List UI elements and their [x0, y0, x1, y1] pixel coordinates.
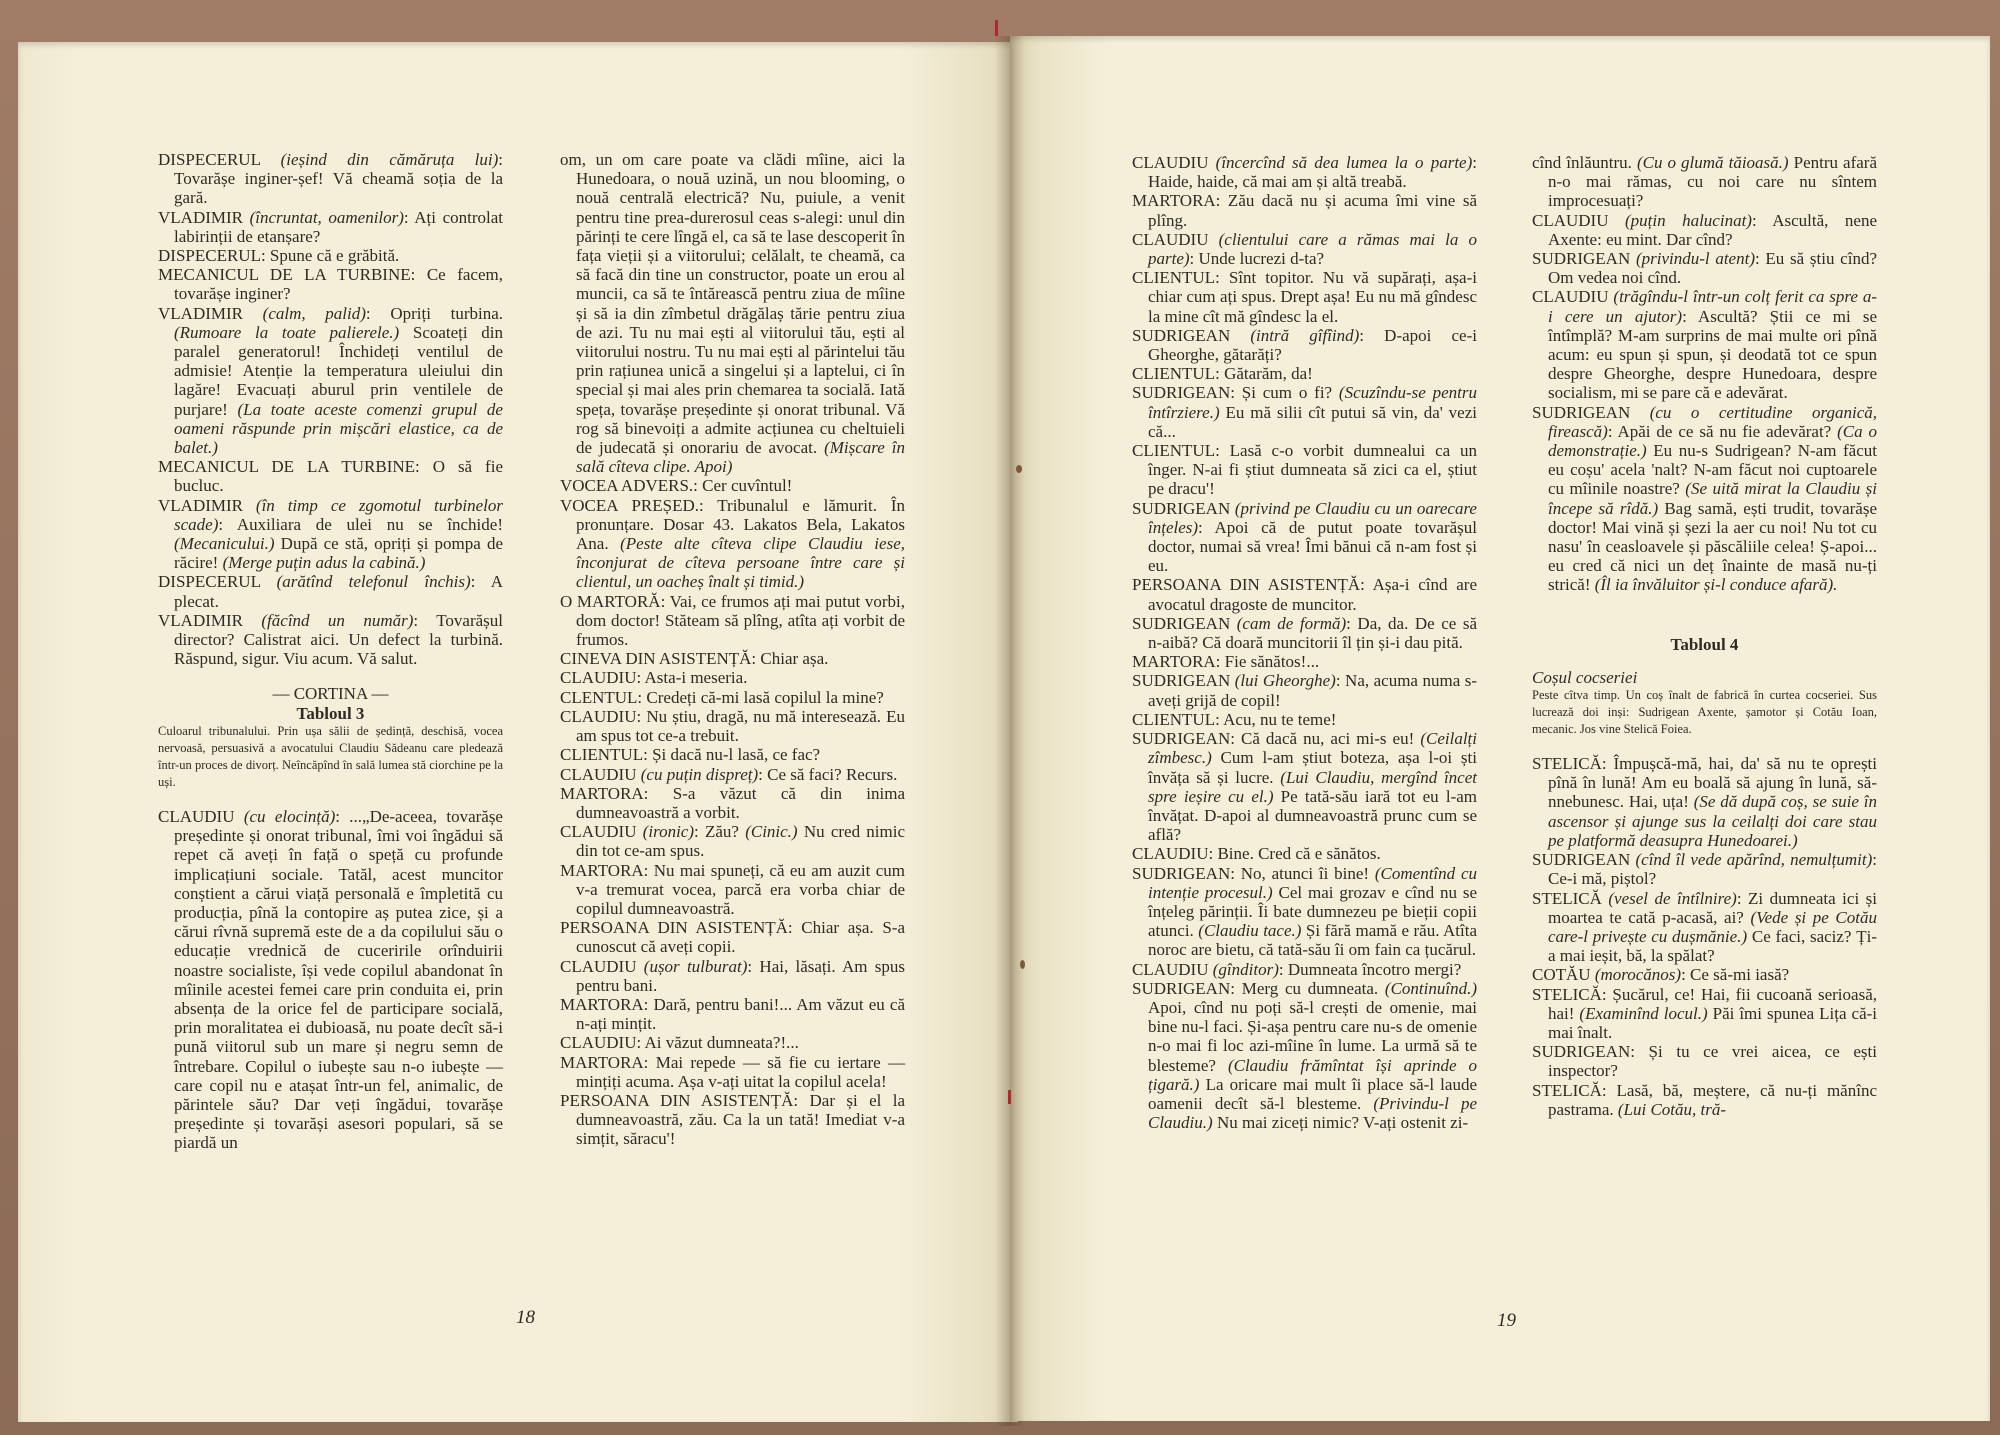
dialogue-line: SUDRIGEAN: Că dacă nu, aci mi-s eu! (Ceilalți zîmbesc.) Cum l-am știut boteza, așa l-oi ști învăța să și lucre. (Lui Claudiu, mergînd încet spre ieșire cu el.) Pe tată-său iară tot eu l-am învățat. D-apoi al dumneavoastră prunc cum se află?	[1132, 729, 1477, 845]
dialogue-line: VOCEA PREȘED.: Tribunalul e lămurit. În pronunțare. Dosar 43. Lakatos Bela, Lakatos Ana. (Peste alte cîteva clipe Claudiu iese, înconjurat de cîteva persoane între care și clientul, un oacheș înalt și timid.)	[560, 495, 905, 592]
dialogue-line: CLIENTUL: Acu, nu te teme!	[1132, 709, 1337, 729]
dialogue-line: SUDRIGEAN: Și tu ce vrei aicea, ce ești inspector?	[1532, 1042, 1877, 1081]
dialogue-line: CLAUDIU: Bine. Cred că e sănătos.	[1132, 844, 1381, 864]
dialogue-line: SUDRIGEAN (cam de formă): Da, da. De ce să n-aibă? Că doară muncitorii îl țin și-i dau pită.	[1132, 613, 1477, 653]
dialogue-line: SUDRIGEAN (privind pe Claudiu cu un oarecare înțeles): Apoi că de putut poate tovarășul doctor, numai să vrea! Îmi bănui că n-am fost și eu.	[1132, 498, 1477, 576]
scene-title: Coșul cocseriei	[1532, 667, 1638, 687]
dialogue-line: CLAUDIU: Nu știu, dragă, nu mă interesează. Eu am spus tot ce-a trebuit.	[560, 706, 905, 746]
dialogue-line: MARTORA: Dară, pentru bani!... Am văzut eu că n-ați mințit.	[560, 994, 905, 1034]
dialogue-line: CLAUDIU (cu puțin dispreț): Ce să faci? Recurs.	[560, 764, 898, 784]
stage-setting: Culoarul tribunalului. Prin ușa sălii de ședință, deschisă, vocea nervoasă, persuasivă a avocatului Claudiu Sădeanu care pledează într-un proces de divorț. Neîncăpînd în sală lumea stă ciorchine pe la uși.	[158, 723, 503, 789]
dialogue-line: SUDRIGEAN: Merg cu dumneata. (Continuînd.) Apoi, cînd nu poți să-l crești de omenie, mai bine nu-l faci. Și-așa pentru care nu-s de omenie n-o mai fi loc azi-mîine în lume. La urmă să te blesteme? (Claudiu frămîntat își aprinde o țigară.) La oricare mai mult îi place să-l laude oamenii decît să-l blesteme. (Privindu-l pe Claudiu.) Nu mai ziceți nimic? V-ați ostenit zi-	[1132, 978, 1478, 1133]
stage-setting: Peste cîtva timp. Un coș înalt de fabrică în curtea cocseriei. Sus lucrează doi inși: Sudrigean Axente, șamotor și Cotău Ioan, mecanic. Jos vine Stelică Foiea.	[1532, 688, 1877, 737]
dialogue-line: CLAUDIU (clientului care a rămas mai la o parte): Unde lucrezi d-ta?	[1132, 229, 1477, 269]
dialogue-line: CLAUDIU (gînditor): Dumneata încotro mergi?	[1132, 959, 1462, 979]
dialogue-line: CLENTUL: Credeți că-mi lasă copilul la mine?	[560, 687, 884, 707]
page-number: 19	[1497, 1310, 1516, 1331]
dialogue-line: MARTORA: Zău dacă nu și acuma îmi vine să plîng.	[1132, 191, 1477, 230]
dialogue-line: CINEVA DIN ASISTENȚĂ: Chiar așa.	[560, 649, 829, 669]
dialogue-line: PERSOANA DIN ASISTENȚĂ: Dar și el la dumneavoastră, zău. Ca la un tată! Imediat v-a simțit, săracu'!	[560, 1090, 905, 1149]
dialogue-block	[1532, 754, 1877, 1119]
book-spine	[995, 36, 1025, 1426]
dialogue-line: CLAUDIU (cu elocință): ...„De-aceea, tovarășe președinte și onorat tribunal, îmi voi îngădui să repet că aveți în față o speță cu profunde implicațiuni sociale. Tatăl, acest muncitor conștient a cărui viață personală e împletită cu producția, pînă la contopire aș putea zice, și a cărui rîvnă supremă este de a da copilului său o educație vrednică de cuceririle orînduirii noastre socialiste, își vede copilul abandonat în mîinile acestei femei care prin conduita ei, prin absența de la orice fel de participare socială, prin moralitatea ei dubioasă, nu poate decît să-i pună viitorul sub un mare și negru semn de întrebare. Copilul o iubește sau n-o iubește — care copil nu e atașat într-un fel, animalic, de părintele său? Dar veți îngădui, tovarășe președinte și tovarăși asesori populari, să se piardă un	[158, 806, 503, 1153]
column-2	[560, 150, 905, 1149]
dialogue-line: SUDRIGEAN (cu o certitudine organică, firească): Apăi de ce să nu fie adevărat? (Ca o demonstrație.) Eu nu-s Sudrigean? N-am făcut eu coșu' acela 'nalt? N-am făcut noi cuptoarele cu mîinile noastre? (Se uită mirat la Claudiu și începe să rîdă.) Bag samă, ești trudit, tovarășe doctor! Mai vină și șezi la aer cu noi! Nu tot cu nasu' în ceasloavele și păscăliile celea! Ș-apoi... eu cred că nici un deț înainte de masă nu-ți strică! (Îl ia învăluitor și-l conduce afară).	[1532, 402, 1878, 595]
dialogue-line: DISPECERUL: Spune că e grăbită.	[158, 246, 400, 266]
dialogue-block	[158, 150, 503, 668]
dialogue-line: CLAUDIU (ironic): Zău? (Cinic.) Nu cred nimic din tot ce-am spus.	[560, 822, 906, 861]
dialogue-line: VLADIMIR (în timp ce zgomotul turbinelor scade): Auxiliara de ulei nu se închide! (Mecanicului.) După ce stă, opriți și pompa de răcire! (Merge puțin adus la cabină.)	[158, 495, 504, 573]
dialogue-line: STELICĂ (vesel de întîlnire): Zi dumneata ici și moartea te cată p-acasă, ai? (Vede și pe Cotău care-l privește cu dușmănie.) Ce faci, saciz? Ți-a mai ieșit, bă, la spălat?	[1532, 888, 1877, 966]
dialogue-line: MARTORA: Mai repede — să fie cu iertare — mințiți acuma. Așa v-ați uitat la copilul acela!	[560, 1052, 905, 1091]
dialogue-line: SUDRIGEAN (lui Gheorghe): Na, acuma numa s-aveți grijă de copil!	[1132, 671, 1478, 710]
dialogue-line: VLADIMIR (încruntat, oamenilor): Ați controlat labirinții de etanșare?	[158, 207, 503, 246]
dialogue-line: SUDRIGEAN (cînd îl vede apărînd, nemulțumit): Ce-i mă, piștol?	[1532, 850, 1877, 889]
dialogue-line: SUDRIGEAN: No, atunci îi bine! (Comentînd cu intenție procesul.) Cel mai grozav e cînd nu se înțeleg părinții. Îi bate dumnezeu pe bieții copii atunci. (Claudiu tace.) Și fără mamă e rău. Atîta noroc are bietu, că tată-său îi om fain ca țucărul.	[1132, 863, 1478, 960]
dialogue-line: SUDRIGEAN (intră gîfîind): D-apoi ce-i Gheorghe, gătarăți?	[1132, 325, 1477, 365]
binding-thread	[1008, 1090, 1011, 1104]
dialogue-line: CLAUDIU: Asta-i meseria.	[560, 668, 748, 688]
curtain-text: — CORTINA —	[272, 684, 389, 704]
dialogue-line: CLIENTUL: Sînt topitor. Nu vă supărați, așa-i chiar cum ați spus. Drept așa! Eu nu mă gîndesc la mine cît mă gîndesc la el.	[1132, 268, 1477, 326]
dialogue-line: DISPECERUL (ieșind din cămăruța lui): Tovarășe inginer-șef! Vă cheamă soția de la gară.	[158, 150, 503, 208]
dialogue-line: SUDRIGEAN: Și cum o fi? (Scuzîndu-se pentru întîrziere.) Eu mă silii cît putui să vin, da' vezi că...	[1132, 383, 1477, 441]
dialogue-line: CLIENTUL: Și dacă nu-l lasă, ce fac?	[560, 745, 821, 765]
dialogue-line: STELICĂ: Împușcă-mă, hai, da' să nu te oprești pînă în lună! Am eu boală să ajung în lună, să-nnebunesc. Hai, uța! (Se dă după coș, se suie în ascensor și ajunge sus la ceilalți doi care stau pe platformă deasupra Hunedoarei.)	[1532, 754, 1877, 850]
binding-mark	[1016, 465, 1022, 473]
column-4	[1532, 153, 1877, 1119]
dialogue-line: om, un om care poate va clădi mîine, aici la Hunedoara, o nouă uzină, un nou blooming, o nouă centrală electrică? Nu, puiule, a venit pentru tine prea-durerosul ceas s-alegi: unul din părinți te cere lîngă el, ca să te lase descoperit în fața vieții și a viitorului; celălalt, te cheamă, ca să facă din tine un constructor, poate un erou al muncii, ca să te întărească pentru ziua de mîine și să ia din zîmbetul drăgălaș tărie pentru ziua de azi. Tu nu mai ești al viitorului tău, ești al viitorului nostru. Tu nu mai ești al părintelui tău prin rațiunea unică a singelui și a laptelui, ci în special și mai ales prin chemarea ta socială. Iată speța, tovarășe președinte și onorat tribunal. Vă rog să binevoiți a admite acțiunea cu cheltuieli de judecată și onorariu de avocat. (Mișcare în sală cîteva clipe. Apoi)	[560, 150, 905, 477]
dialogue-line: CLIENTUL: Gătarăm, da!	[1132, 364, 1313, 384]
dialogue-line: STELICĂ: Lasă, bă, meștere, că nu-ți mănînc pastrama. (Lui Cotău, tră-	[1532, 1080, 1877, 1119]
dialogue-line: MECANICUL DE LA TURBINE: Ce facem, tovarășe inginer?	[158, 265, 503, 304]
dialogue-line: CLAUDIU (încercînd să dea lumea la o parte): Haide, haide, că mai am și altă treabă.	[1132, 153, 1477, 192]
dialogue-line: VOCEA ADVERS.: Cer cuvîntul!	[560, 476, 793, 496]
dialogue-line: VLADIMIR (calm, palid): Opriți turbina. (Rumoare la toate palierele.) Scoateți din paralel generatorul! Închideți ventilul de admisie! Atenție la temperatura uleiului din lagăre! Evacuați aburul prin ventilele de purjare! (La toate aceste comenzi grupul de oameni răspunde prin mișcări elastice, ca de balet.)	[158, 303, 503, 458]
dialogue-block	[1132, 153, 1477, 1132]
binding-mark	[1020, 960, 1025, 969]
dialogue-line: PERSOANA DIN ASISTENȚĂ: Așa-i cînd are avocatul dragoste de muncitor.	[1132, 575, 1477, 614]
dialogue-line: COTĂU (morocănos): Ce să-mi iasă?	[1532, 965, 1790, 985]
dialogue-block	[1532, 153, 1877, 595]
dialogue-line: CLAUDIU (trăgîndu-l într-un colț ferit ca spre a-i cere un ajutor): Ascultă? Știi ce mi se întîmplă? M-am surprins de mai multe ori pînă acum: eu spun și spun, și deodată tot ce spun despre Gheorghe, despre Hunedoara, despre socialism, mi se pare că e adevărat.	[1532, 287, 1877, 403]
column-3	[1132, 153, 1477, 1132]
dialogue-line: PERSOANA DIN ASISTENȚĂ: Chiar așa. S-a cunoscut că aveți copii.	[560, 918, 905, 957]
dialogue-line: VLADIMIR (făcînd un număr): Tovarășul director? Calistrat aici. Un defect la turbină. Răspund, sigur. Viu acum. Vă salut.	[158, 610, 503, 669]
dialogue-line: cînd înlăuntru. (Cu o glumă tăioasă.) Pentru afară n-o mai rămas, cu noi care nu sîntem improcesuați?	[1532, 153, 1877, 211]
dialogue-block	[158, 807, 503, 1153]
tableau-title: Tabloul 3	[296, 703, 365, 723]
dialogue-line: CLAUDIU (puțin halucinat): Ascultă, nene Axente: eu mint. Dar cînd?	[1532, 210, 1878, 249]
tableau-title: Tabloul 4	[1670, 634, 1739, 654]
page-number: 18	[516, 1307, 535, 1328]
dialogue-line: DISPECERUL (arătînd telefonul închis): A plecat.	[158, 572, 503, 611]
dialogue-line: STELICĂ: Șucărul, ce! Hai, fii cucoană serioasă, hai! (Examinînd locul.) Păi îmi spunea Lița că-i mai înalt.	[1532, 984, 1877, 1042]
dialogue-line: MARTORA: Nu mai spuneți, că eu am auzit cum v-a tremurat vocea, parcă era vorba chiar de copilul dumneavoastră.	[560, 860, 905, 918]
dialogue-line: MARTORA: S-a văzut că din inima dumneavoastră a vorbit.	[560, 783, 905, 822]
dialogue-line: SUDRIGEAN (privindu-l atent): Eu să știu cînd? Om vedea noi cînd.	[1532, 249, 1877, 288]
dialogue-line: CLAUDIU: Ai văzut dumneata?!...	[560, 1033, 799, 1053]
dialogue-line: MARTORA: Fie sănătos!...	[1132, 652, 1320, 672]
dialogue-line: CLAUDIU (ușor tulburat): Hai, lăsați. Am spus pentru bani.	[560, 956, 905, 995]
dialogue-line: CLIENTUL: Lasă c-o vorbit dumnealui ca un înger. N-ai fi știut dumneata să zici ca el, știut pe dracu'!	[1132, 441, 1477, 499]
dialogue-block	[560, 150, 905, 1149]
binding-thread	[995, 20, 998, 36]
column-1	[158, 150, 503, 1153]
dialogue-line: O MARTORĂ: Vai, ce frumos ați mai putut vorbi, dom doctor! Stăteam să plîng, atîta ați vorbit de frumos.	[560, 591, 905, 650]
dialogue-line: MECANICUL DE LA TURBINE: O să fie bucluc.	[158, 457, 503, 496]
